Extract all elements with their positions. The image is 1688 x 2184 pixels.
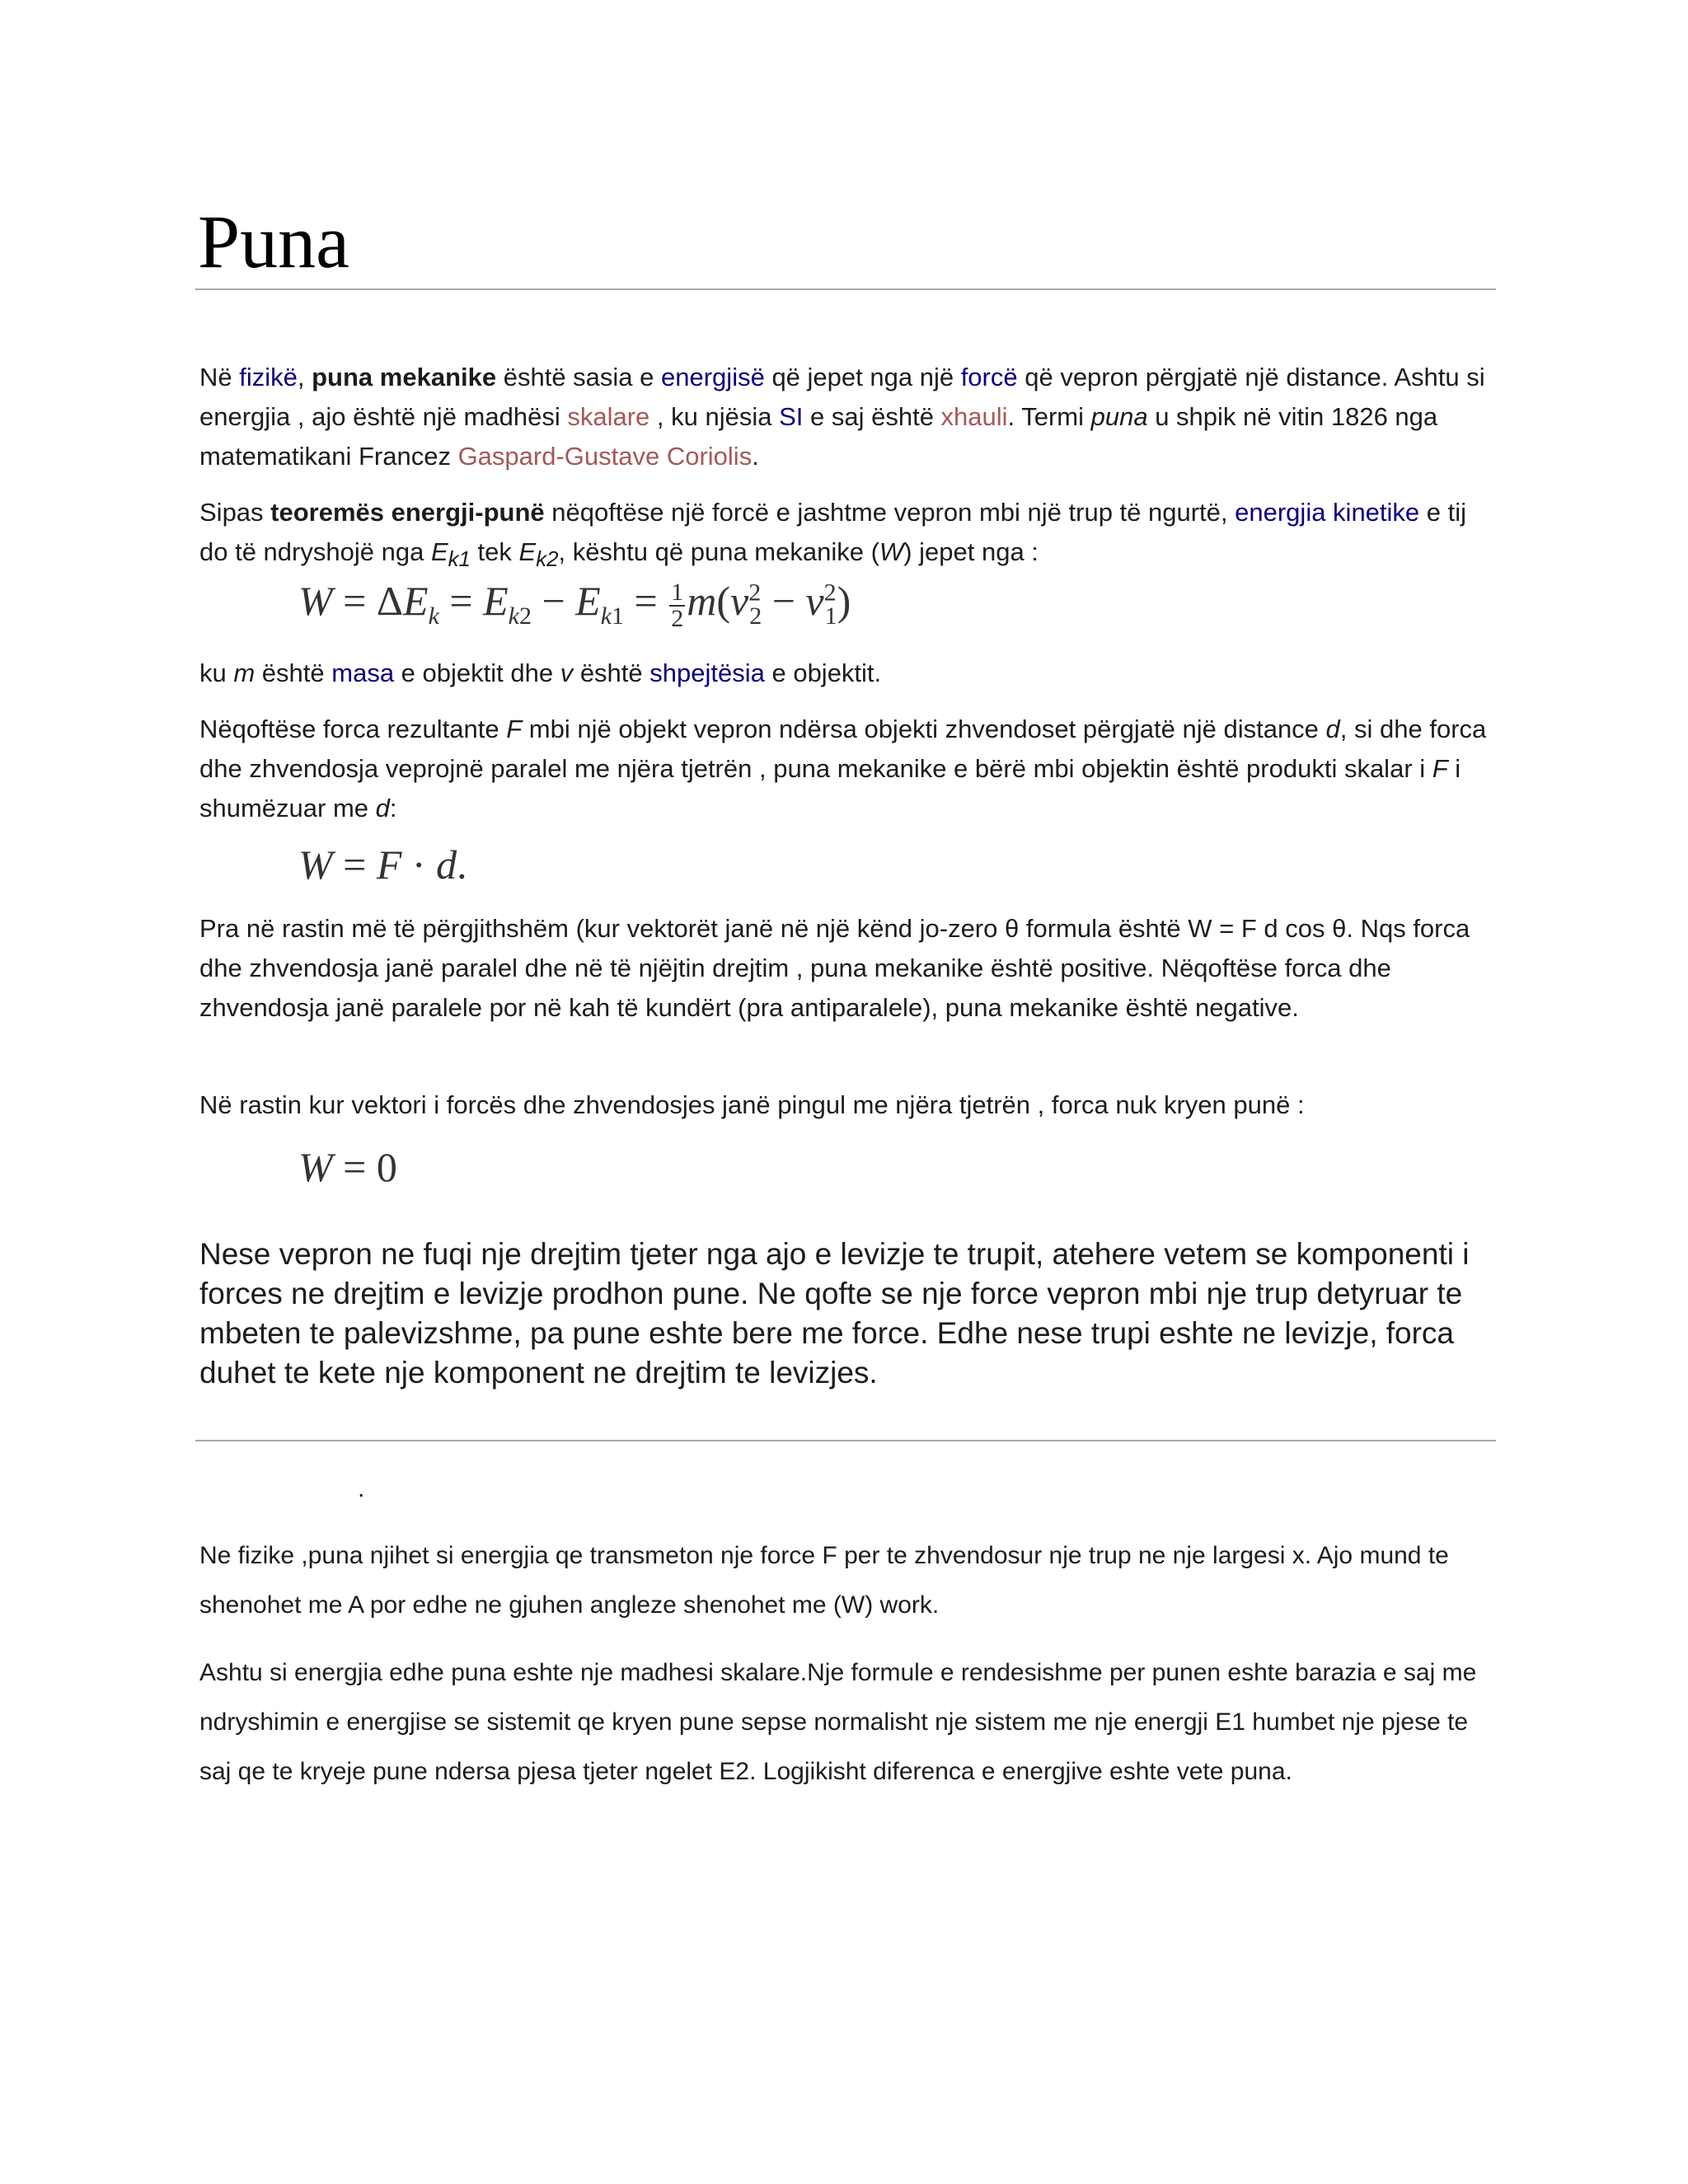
link-skalare[interactable]: skalare: [567, 402, 650, 431]
link-masa[interactable]: masa: [331, 658, 395, 687]
link-fizike[interactable]: fizikë: [239, 363, 298, 391]
page-title: Puna: [198, 199, 349, 284]
link-energjia-kinetike[interactable]: energjia kinetike: [1235, 498, 1420, 527]
scalar-paragraph: Ashtu si energjia edhe puna eshte nje madhesi skalare.Nje formule e rendesishme per punen eshte barazia e saj me ndryshimin e energjise se sistemit qe kryen pune sepse normalisht nje sistem me nje energji E1 humbet nje pjese te saj qe te kryeje pune ndersa pjesa tjeter ngelet E2. Logjikisht diferenca e energjive eshte vete puna.: [199, 1659, 1477, 1785]
perpendicular-paragraph: Në rastin kur vektori i forcës dhe zhvendosjes janë pingul me njëra tjetrën , forca nuk kryen punë :: [199, 1090, 1305, 1119]
direction-paragraph: Nese vepron ne fuqi nje drejtim tjeter nga ajo e levizje te trupit, atehere vetem se komponenti i forces ne drejtim e levizje prodhon pune. Ne qofte se nje force vepron mbi nje trup detyruar te mbeten te palevizshme, pa pune eshte bere me force. Edhe nese trupi eshte ne levizje, forca duhet te kete nje komponent ne drejtim te levizjes.: [199, 1237, 1470, 1390]
force-paragraph: Nëqoftëse forca rezultante F mbi një objekt vepron ndërsa objekti zhvendoset përgjatë një distance d, si dhe forca dhe zhvendosja veprojnë paralel me njëra tjetrën , puna mekanike e bërë mbi objektin është produkti skalar i F i shumëzuar me d:: [199, 715, 1487, 823]
variables-paragraph: ku m është masa e objektit dhe v është shpejtësia e objektit.: [199, 658, 882, 687]
section-divider: [195, 1440, 1496, 1441]
title-divider: [195, 288, 1496, 290]
link-si[interactable]: SI: [779, 402, 804, 431]
work-energy-formula: $W = \Delta E_k = E_{k2} - E_{k1}$ = $\frac{1}{2}$ $m(v^2_2 - v^2_1)$: [298, 578, 851, 632]
one-half-fraction: $\frac{1}{2}$: [671, 578, 684, 632]
theorem-paragraph: Sipas teoremës energji-punë nëqoftëse një forcë e jashtme vepron mbi një trup të ngurtë, energjia kinetike e tij do të ndryshojë nga $E_{k1}$ tek $E_{k2}$, kështu që puna mekanike (W) jepet nga :: [199, 498, 1467, 572]
link-energjise[interactable]: energjisë: [661, 363, 765, 391]
link-shpejtesia[interactable]: shpejtësia: [649, 658, 765, 687]
link-xhauli[interactable]: xhauli: [940, 402, 1008, 431]
link-force[interactable]: forcë: [960, 363, 1018, 391]
stray-dot: .: [358, 1475, 365, 1502]
intro-paragraph: Në fizikë, puna mekanike është sasia e energjisë që jepet nga një forcë që vepron përgjatë një distance. Ashtu si energjia , ajo është një madhësi skalare , ku njësia SI e saj është xhauli. Termi puna u shpik në vitin 1826 nga matematikani Francez Gaspard-Gustave Coriolis.: [199, 363, 1485, 471]
link-coriolis[interactable]: Gaspard-Gustave Coriolis: [457, 442, 753, 471]
definition-paragraph: Ne fizike ,puna njihet si energjia qe transmeton nje force F per te zhvendosur nje trup ne nje largesi x. Ajo mund te shenohet me A por edhe ne gjuhen angleze shenohet me (W) work.: [199, 1542, 1449, 1619]
general-case-paragraph: Pra në rastin më të përgjithshëm (kur vektorët janë në një kënd jo-zero θ formula është W = F d cos θ. Nqs forca dhe zhvendosja janë paralel dhe në të njëjtin drejtim , puna mekanike është positive. Nëqoftëse forca dhe zhvendosja janë paralele por në kah të kundërt (pra antiparalele), puna mekanike është negative.: [199, 914, 1470, 1022]
zero-work-formula: W = 0: [298, 1144, 397, 1190]
dot-product-formula: W = F · d.: [298, 841, 467, 888]
